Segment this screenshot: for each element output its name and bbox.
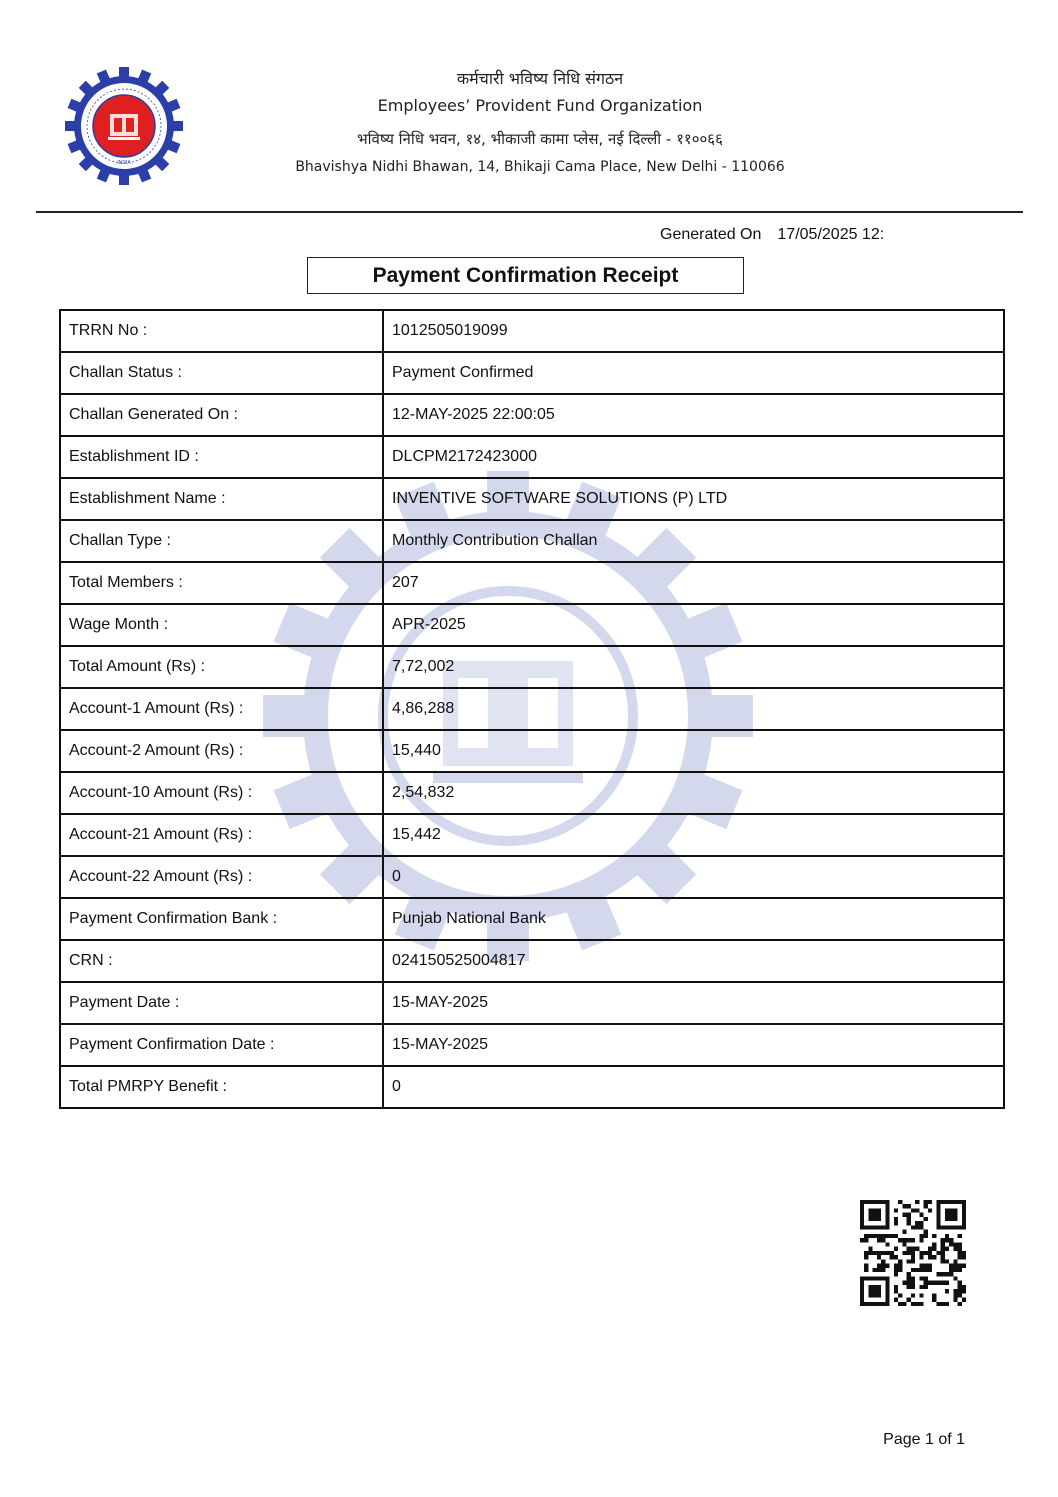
- generated-on: [660, 226, 980, 244]
- field-label: Challan Generated On :: [60, 394, 383, 436]
- field-value: 15,440: [383, 730, 1004, 772]
- field-label: Payment Confirmation Bank :: [60, 898, 383, 940]
- field-label: Account-1 Amount (Rs) :: [60, 688, 383, 730]
- generated-on-value: 17/05/2025 12:: [777, 226, 885, 243]
- table-row: [60, 478, 1004, 520]
- field-label: Payment Date :: [60, 982, 383, 1024]
- field-label: CRN :: [60, 940, 383, 982]
- table-row: [60, 562, 1004, 604]
- table-row: [60, 856, 1004, 898]
- table-row: [60, 982, 1004, 1024]
- field-value: APR-2025: [383, 604, 1004, 646]
- field-value: 2,54,832: [383, 772, 1004, 814]
- organization-header: [260, 66, 820, 178]
- field-label: Account-10 Amount (Rs) :: [60, 772, 383, 814]
- table-row: [60, 604, 1004, 646]
- field-value: 0: [383, 856, 1004, 898]
- field-value: Monthly Contribution Challan: [383, 520, 1004, 562]
- address-english: Bhavishya Nidhi Bhawan, 14, Bhikaji Cama Place, New Delhi - 110066: [295, 159, 785, 175]
- field-label: Wage Month :: [60, 604, 383, 646]
- field-value: 15,442: [383, 814, 1004, 856]
- field-value: 207: [383, 562, 1004, 604]
- svg-text:INDIA: INDIA: [117, 160, 131, 166]
- header-divider: [36, 211, 1023, 213]
- field-value: 1012505019099: [383, 310, 1004, 352]
- generated-on-label: Generated On: [660, 226, 762, 243]
- field-label: TRRN No :: [60, 310, 383, 352]
- field-value: 15-MAY-2025: [383, 982, 1004, 1024]
- table-row: [60, 688, 1004, 730]
- field-label: Total Amount (Rs) :: [60, 646, 383, 688]
- field-value: 0: [383, 1066, 1004, 1108]
- address-hindi: भविष्य निधि भवन, १४, भीकाजी कामा प्लेस, नई दिल्ली - ११००६६: [357, 130, 723, 148]
- field-value: INVENTIVE SOFTWARE SOLUTIONS (P) LTD: [383, 478, 1004, 520]
- table-row: [60, 1024, 1004, 1066]
- field-value: 12-MAY-2025 22:00:05: [383, 394, 1004, 436]
- organization-name-english: Employees’ Provident Fund Organization: [377, 96, 703, 115]
- qr-code-icon: [860, 1200, 966, 1306]
- field-value: Payment Confirmed: [383, 352, 1004, 394]
- field-value: Punjab National Bank: [383, 898, 1004, 940]
- table-row: [60, 436, 1004, 478]
- page-number: Page 1 of 1: [883, 1431, 965, 1448]
- field-label: Account-22 Amount (Rs) :: [60, 856, 383, 898]
- table-row: [60, 1066, 1004, 1108]
- table-row: [60, 814, 1004, 856]
- field-label: Total PMRPY Benefit :: [60, 1066, 383, 1108]
- field-label: Account-2 Amount (Rs) :: [60, 730, 383, 772]
- field-value: 4,86,288: [383, 688, 1004, 730]
- receipt-title: Payment Confirmation Receipt: [307, 257, 744, 294]
- table-row: [60, 394, 1004, 436]
- table-row: [60, 310, 1004, 352]
- field-value: 15-MAY-2025: [383, 1024, 1004, 1066]
- table-row: [60, 898, 1004, 940]
- table-row: [60, 352, 1004, 394]
- receipt-details-table: [59, 309, 1005, 1109]
- field-label: Establishment ID :: [60, 436, 383, 478]
- field-label: Establishment Name :: [60, 478, 383, 520]
- table-row: [60, 520, 1004, 562]
- table-row: [60, 772, 1004, 814]
- field-value: 7,72,002: [383, 646, 1004, 688]
- field-label: Account-21 Amount (Rs) :: [60, 814, 383, 856]
- epfo-logo-icon: [62, 64, 186, 188]
- field-label: Challan Status :: [60, 352, 383, 394]
- field-label: Payment Confirmation Date :: [60, 1024, 383, 1066]
- field-value: DLCPM2172423000: [383, 436, 1004, 478]
- table-row: [60, 646, 1004, 688]
- field-label: Total Members :: [60, 562, 383, 604]
- table-row: [60, 730, 1004, 772]
- field-label: Challan Type :: [60, 520, 383, 562]
- field-value: 024150525004817: [383, 940, 1004, 982]
- table-row: [60, 940, 1004, 982]
- organization-name-hindi: कर्मचारी भविष्य निधि संगठन: [456, 69, 624, 88]
